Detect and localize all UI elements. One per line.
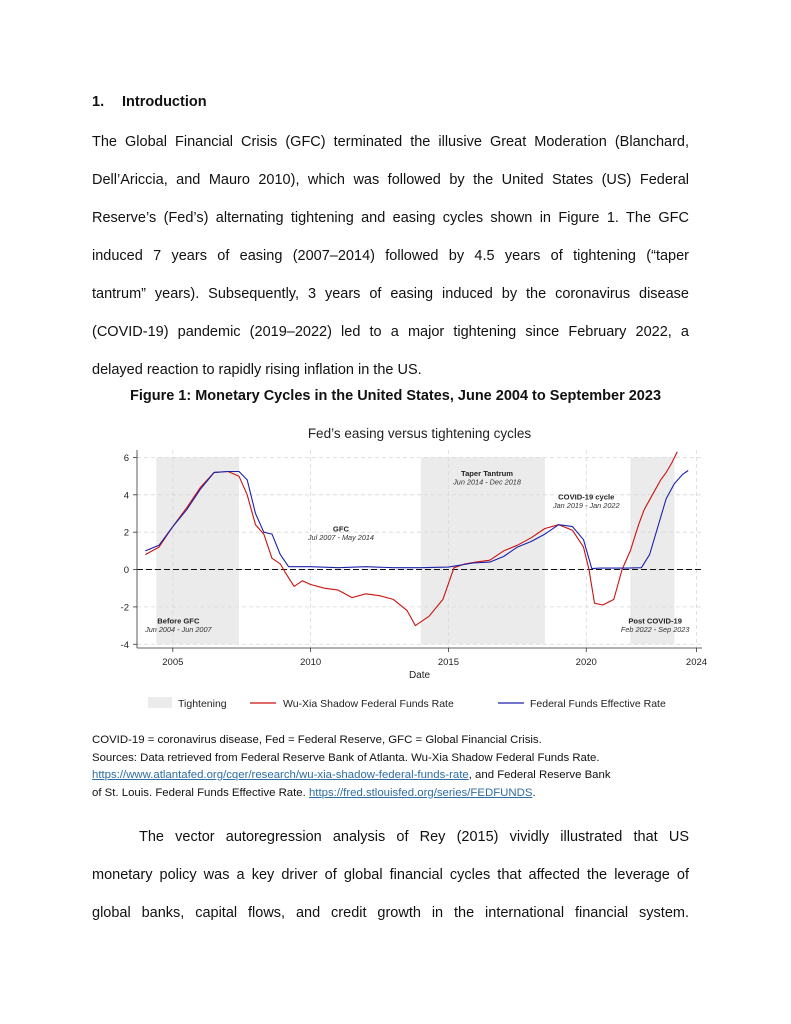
text-line: (COVID-19) pandemic (2019–2022) led to a major tightening since February 2022, a <box>92 324 689 340</box>
x-tick-label: 2020 <box>575 657 597 668</box>
x-tick-label: 2005 <box>162 657 184 668</box>
text-line: induced 7 years of easing (2007–2014) followed by 4.5 years of tightening (“taper <box>92 248 689 264</box>
figure-title: Figure 1: Monetary Cycles in the United States, June 2004 to September 2023 <box>129 388 662 404</box>
notes-mid-text: , and Federal Reserve Bank <box>468 769 611 781</box>
x-tick-label: 2015 <box>437 657 460 668</box>
notes-line4-prefix: of St. Louis. Federal Funds Effective Rate. <box>92 786 309 799</box>
section-title: Introduction <box>122 94 207 110</box>
legend-label: Tightening <box>178 698 227 710</box>
y-tick-label: 6 <box>123 452 129 464</box>
atlanta-fed-link[interactable]: https://www.atlantafed.org/cqer/research/wu-xia-shadow-federal-funds-rate <box>92 769 469 781</box>
figure-notes <box>92 732 702 802</box>
gfc-sublabel: Jul 2007 - May 2014 <box>307 532 375 542</box>
text-line: tantrum” years). Subsequently, 3 years of easing induced by the coronavirus disease <box>92 286 689 302</box>
covid-cycle-sublabel: Jan 2019 - Jan 2022 <box>552 501 620 510</box>
legend-label: Federal Funds Effective Rate <box>530 698 666 710</box>
y-tick-label: -4 <box>120 639 129 651</box>
post-covid-sublabel: Feb 2022 - Sep 2023 <box>620 625 690 635</box>
post-covid-label: Post COVID-19 <box>628 616 682 626</box>
taper-tantrum-label: Taper Tantrum <box>461 469 514 479</box>
fred-link[interactable]: https://fred.stlouisfed.org/series/FEDFUNDS <box>308 786 533 799</box>
text-line: Dell’Ariccia, and Mauro 2010), which was followed by the United States (US) Federal <box>92 172 689 188</box>
chart-title: Fed’s easing versus tightening cycles <box>307 426 532 441</box>
x-tick-label: 2024 <box>685 657 708 668</box>
notes-line4 <box>92 785 702 803</box>
x-tick-label: 2010 <box>300 657 322 668</box>
notes-sources: Sources: Data retrieved from Federal Reserve Bank of Atlanta. Wu-Xia Shadow Federal Funds Rate. <box>92 751 600 764</box>
legend-shade-swatch <box>148 697 172 708</box>
x-axis-label: Date <box>408 670 431 681</box>
second-paragraph <box>92 818 689 932</box>
text-line: Reserve’s (Fed’s) alternating tightening and easing cycles shown in Figure 1. The GFC <box>92 210 689 226</box>
text-line: monetary policy was a key driver of global financial cycles that affected the leverage of <box>92 867 689 883</box>
taper-tantrum-sublabel: Jun 2014 - Dec 2018 <box>453 477 521 487</box>
before-gfc-label: Before GFC <box>157 616 200 626</box>
monetary-cycles-chart <box>90 420 710 715</box>
notes-abbreviations: COVID-19 = coronavirus disease, Fed = Federal Reserve, GFC = Global Financial Crisis. <box>92 734 542 746</box>
section-number: 1. <box>92 94 105 110</box>
text-line: The vector autoregression analysis of Rey (2015) vividly illustrated that US <box>139 829 689 845</box>
intro-paragraph <box>92 123 689 389</box>
text-line: global banks, capital flows, and credit growth in the international financial system. <box>92 905 689 921</box>
text-line: The Global Financial Crisis (GFC) terminated the illusive Great Moderation (Blanchard, <box>92 134 689 150</box>
y-tick-label: -2 <box>120 602 129 614</box>
notes-end-period: . <box>532 786 536 799</box>
covid-cycle-label: COVID-19 cycle <box>558 492 615 502</box>
y-tick-label: 2 <box>123 527 129 539</box>
gfc-label: GFC <box>332 524 349 534</box>
section-heading <box>92 94 207 110</box>
y-tick-label: 0 <box>123 565 129 577</box>
legend-label: Wu-Xia Shadow Federal Funds Rate <box>283 698 454 710</box>
notes-line3 <box>92 767 702 785</box>
text-line: delayed reaction to rapidly rising inflation in the US. <box>92 362 422 378</box>
y-tick-label: 4 <box>123 490 129 502</box>
before-gfc-sublabel: Jun 2004 - Jun 2007 <box>145 625 212 635</box>
